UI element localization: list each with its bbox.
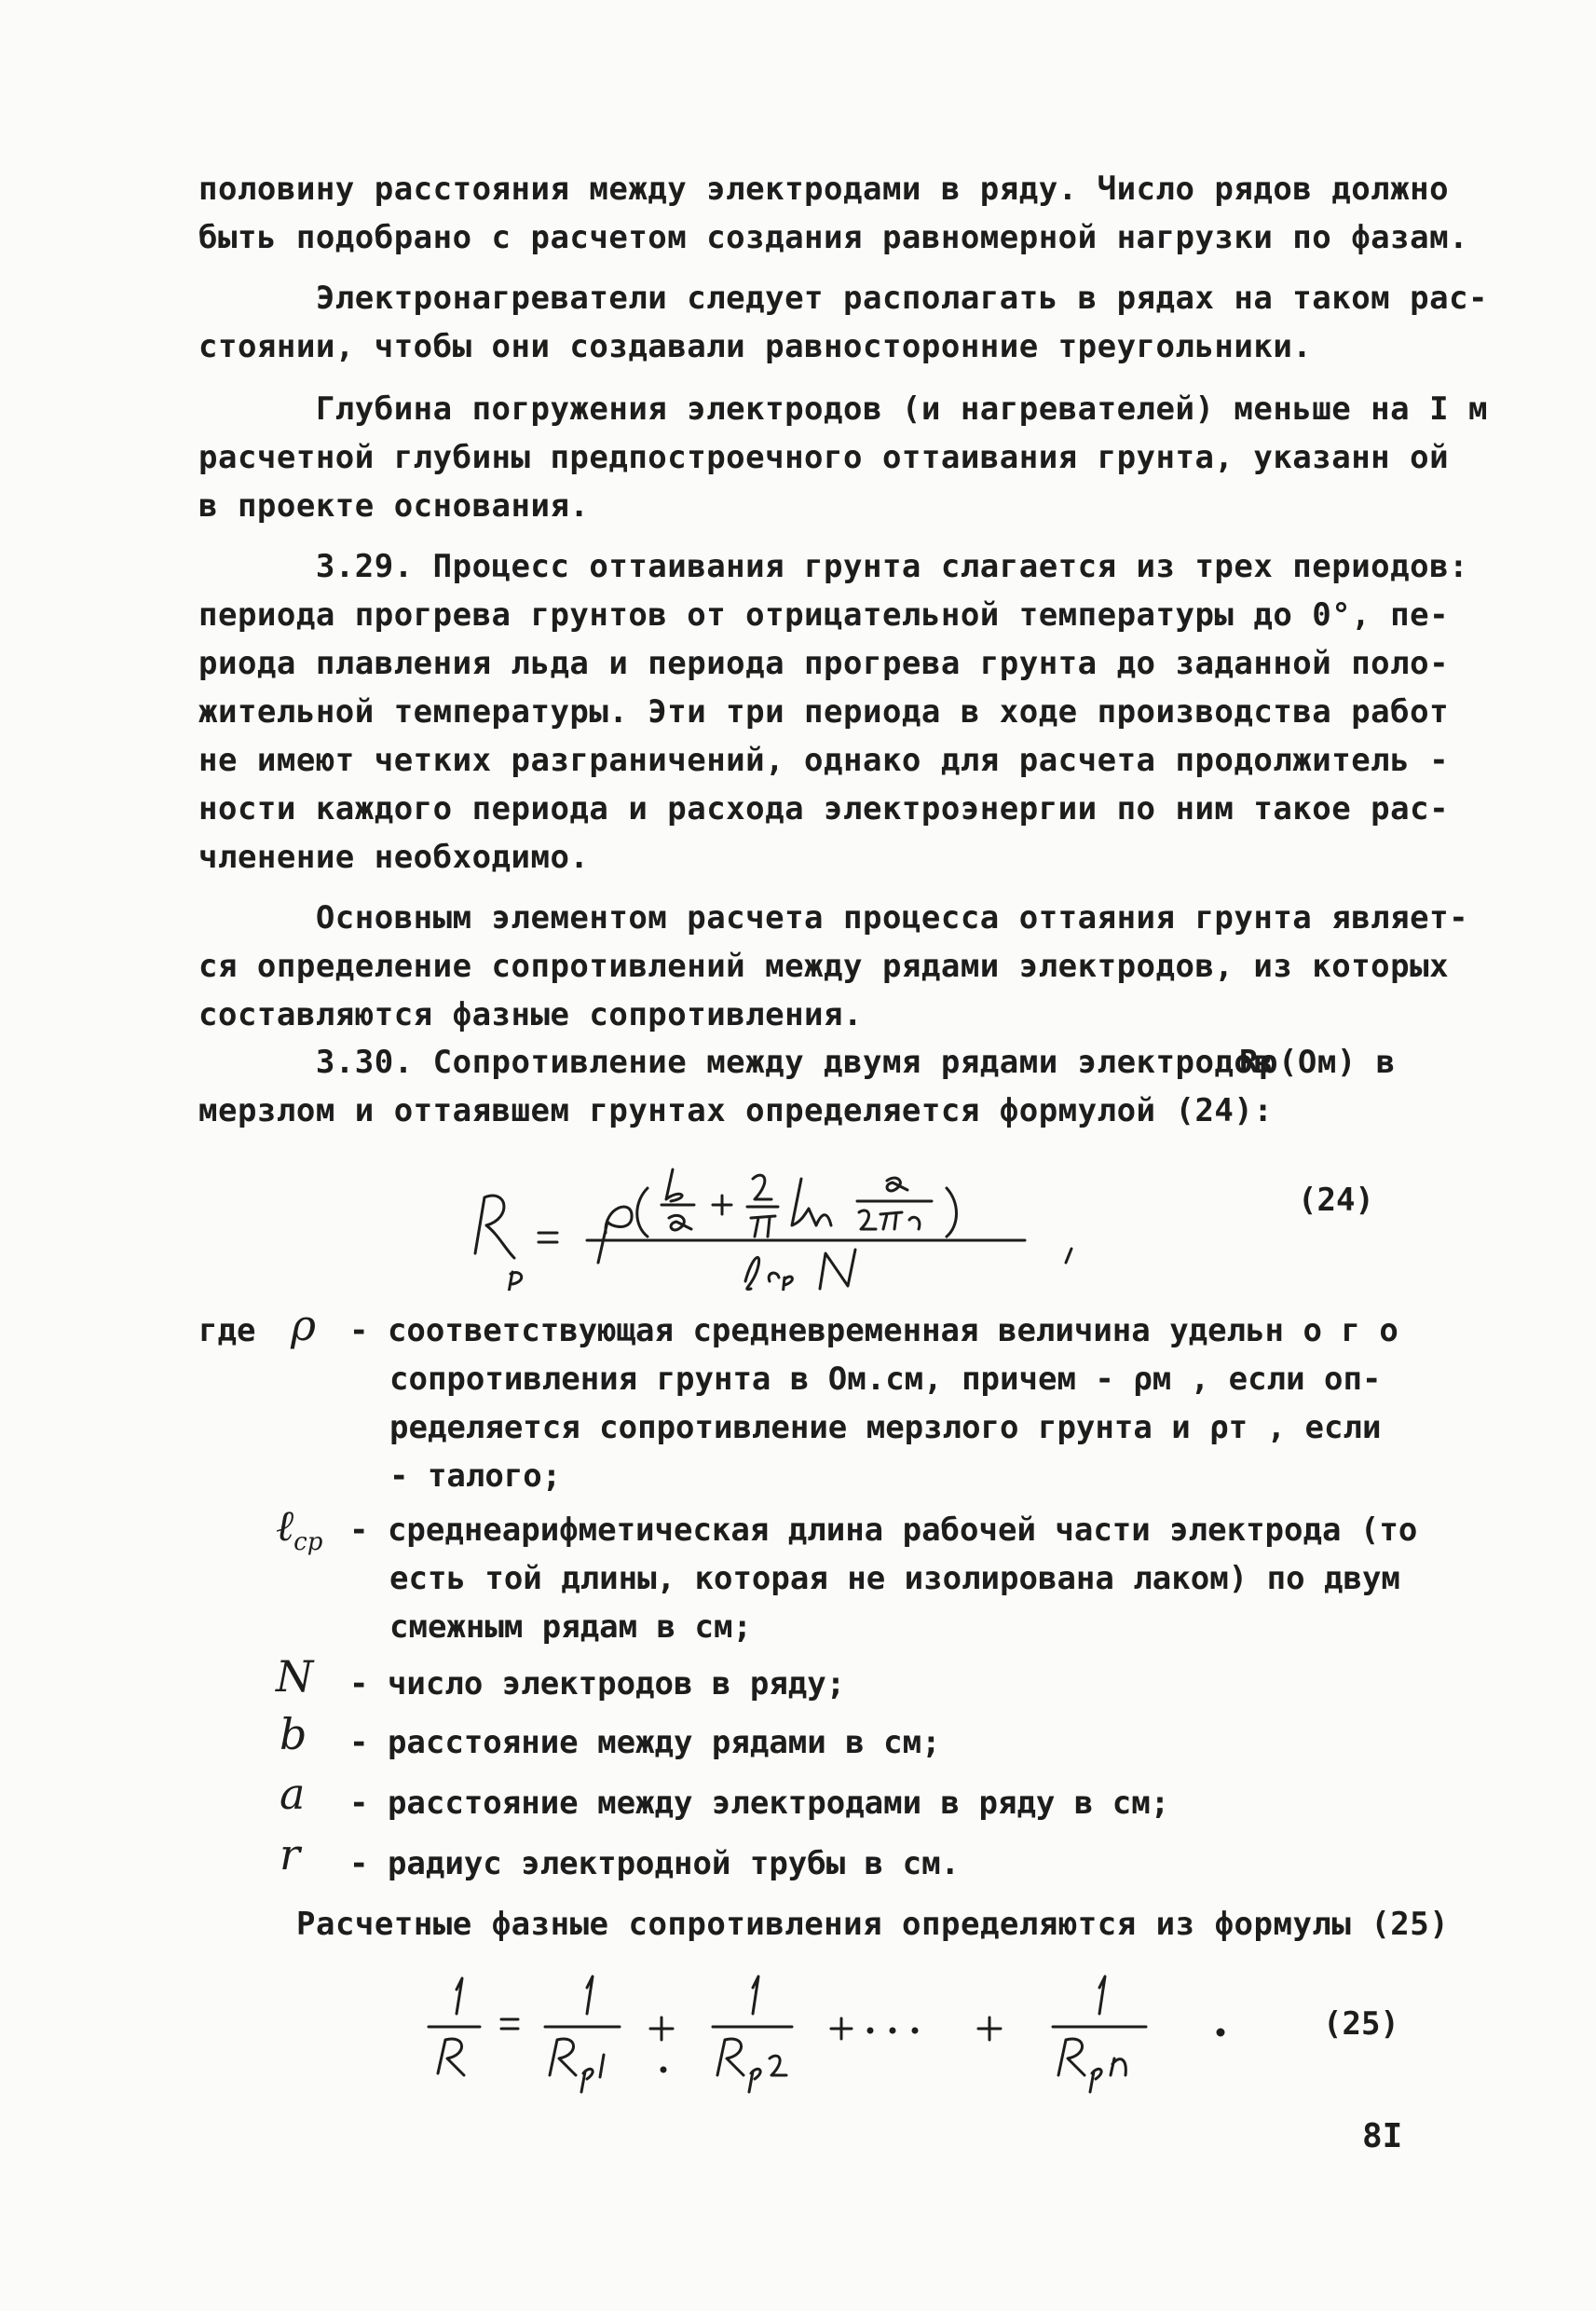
text-line: 3.30. Сопротивление между двумя рядами электродов — [198, 1044, 1274, 1081]
symbol-a: a — [280, 1769, 306, 1819]
inline-symbol: Rρ(Ом) в — [1239, 1044, 1396, 1081]
text-line: риода плавления льда и периода прогрева грунта до заданной поло- — [198, 645, 1450, 682]
equation-label-24: (24) — [1298, 1182, 1374, 1219]
where-word: где — [198, 1312, 256, 1349]
definition-line: - расстояние между электродами в ряду в см; — [349, 1785, 1170, 1822]
text-line: стоянии, чтобы они создавали равносторонние треугольники. — [198, 328, 1313, 365]
definition-line: есть той длины, которая не изолирована лаком) по двум — [389, 1560, 1400, 1597]
text-line: составляются фазные сопротивления. — [198, 996, 863, 1033]
text-line: Расчетные фазные сопротивления определяются из формулы (25) — [296, 1906, 1450, 1943]
text-line: расчетной глубины предпостроечного оттаивания грунта, указанн ой — [198, 439, 1450, 476]
text-line: Электронагреватели следует располагать в рядах на таком рас- — [198, 280, 1489, 317]
text-line: жительной температуры. Эти три периода в ходе производства работ — [198, 693, 1450, 731]
definition-line: - среднеарифметическая длина рабочей части электрода (то — [349, 1511, 1418, 1549]
symbol-r: r — [280, 1829, 300, 1880]
text-line: ся определение сопротивлений между рядами электродов, из которых — [198, 948, 1450, 985]
text-line: периода прогрева грунтов от отрицательной температуры до 0°, пе- — [198, 596, 1450, 634]
text-line: ности каждого периода и расхода электроэнергии по ним такое рас- — [198, 790, 1450, 827]
text-line: Основным элементом расчета процесса оттаяния грунта являет- — [198, 899, 1469, 937]
definition-line: - число электродов в ряду; — [349, 1665, 846, 1702]
symbol-n: N — [276, 1651, 314, 1702]
formula-24 — [457, 1132, 1109, 1291]
symbol-rho: ρ — [291, 1300, 317, 1350]
definition-line: смежным рядам в см; — [389, 1608, 752, 1646]
symbol-l-cp: ℓ$_{ср}$ — [276, 1500, 323, 1557]
page-number: 8I — [1362, 2117, 1403, 2155]
definition-line: - соответствующая средневременная величина удельн о г о — [349, 1312, 1398, 1349]
text-line: 3.29. Процесс оттаивания грунта слагается из трех периодов: — [198, 548, 1469, 585]
definition-line: - расстояние между рядами в см; — [349, 1724, 941, 1761]
equation-label-25: (25) — [1323, 2005, 1399, 2043]
symbol-b: b — [280, 1709, 307, 1759]
definition-line: - талого; — [389, 1457, 562, 1495]
text-line: мерзлом и оттаявшем грунтах определяется формулой (24): — [198, 1092, 1274, 1129]
text-line: не имеют четких разграничений, однако для расчета продолжитель - — [198, 742, 1450, 779]
text-line: быть подобрано с расчетом создания равномерной нагрузки по фазам. — [198, 219, 1469, 256]
text-line: Глубина погружения электродов (и нагревателей) меньше на I м — [198, 390, 1489, 428]
definition-line: сопротивления грунта в Ом.см, причем - ρм , если оп- — [389, 1361, 1382, 1398]
definition-line: - радиус электродной трубы в см. — [349, 1845, 961, 1882]
text-line: в проекте основания. — [198, 487, 590, 525]
text-line: членение необходимо. — [198, 839, 590, 876]
definition-line: ределяется сопротивление мерзлого грунта и ρт , если — [389, 1409, 1382, 1446]
formula-25 — [410, 1962, 1230, 2101]
text-line: половину расстояния между электродами в ряду. Число рядов должно — [198, 171, 1450, 208]
